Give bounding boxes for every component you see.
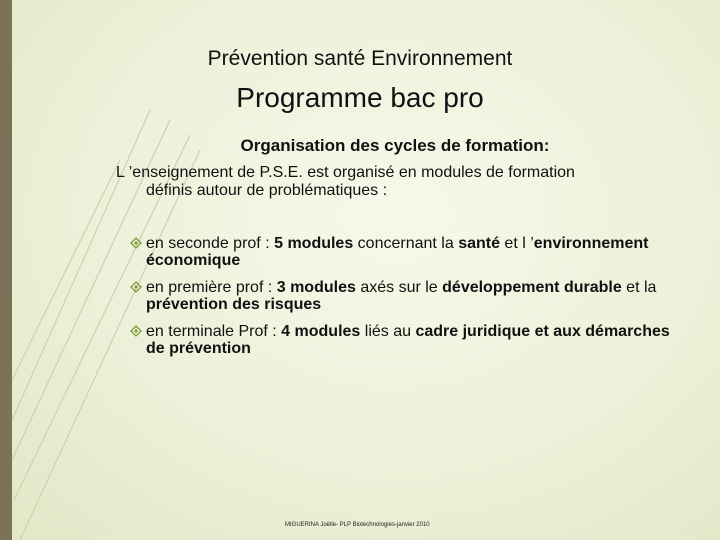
slide-subtitle: Prévention santé Environnement (207, 47, 513, 70)
bullet-item (130, 235, 670, 269)
bullet-item (130, 323, 670, 357)
bullet-list (130, 235, 670, 367)
bullet-text: et la (621, 279, 657, 296)
bullet-text-bold: 5 modules (274, 235, 354, 252)
slide-title: Programme bac pro (236, 82, 484, 113)
bullet-text-bold: santé (458, 235, 500, 252)
footer-credit: MIGUERINA Joëlle- PLP Biotechnologies-janvier 2010 (285, 522, 430, 528)
bullet-text: en seconde prof : (146, 235, 275, 252)
left-accent-bar (0, 0, 12, 540)
bullet-text: concernant la (353, 235, 459, 252)
section-heading: Organisation des cycles de formation: (240, 136, 550, 155)
diamond-outline-icon (130, 325, 142, 337)
bullet-text: liés au (360, 323, 416, 340)
diamond-outline-icon (130, 237, 142, 249)
bullet-text: en terminale Prof : (146, 323, 282, 340)
bullet-text-bold: cadre juridique et aux démarches de prévention (146, 323, 670, 357)
intro-line-2: définis autour de problématiques : (146, 182, 388, 199)
bullet-text-bold: environnement économique (146, 235, 649, 269)
diamond-outline-icon (130, 281, 142, 293)
bullet-text-bold: développement durable (442, 279, 622, 296)
bullet-text: et l ’ (499, 235, 534, 252)
intro-line-1: L ’enseignement de P.S.E. est organisé en modules de formation (116, 164, 575, 181)
bullet-text: en première prof : (146, 279, 277, 296)
bullet-text-bold: prévention des risques (146, 296, 322, 313)
bullet-item (130, 279, 670, 313)
intro-paragraph (116, 164, 656, 200)
bullet-text: axés sur le (355, 279, 443, 296)
bullet-text-bold: 3 modules (276, 279, 356, 296)
deco-line (12, 160, 120, 380)
bullet-text-bold: 4 modules (281, 323, 361, 340)
